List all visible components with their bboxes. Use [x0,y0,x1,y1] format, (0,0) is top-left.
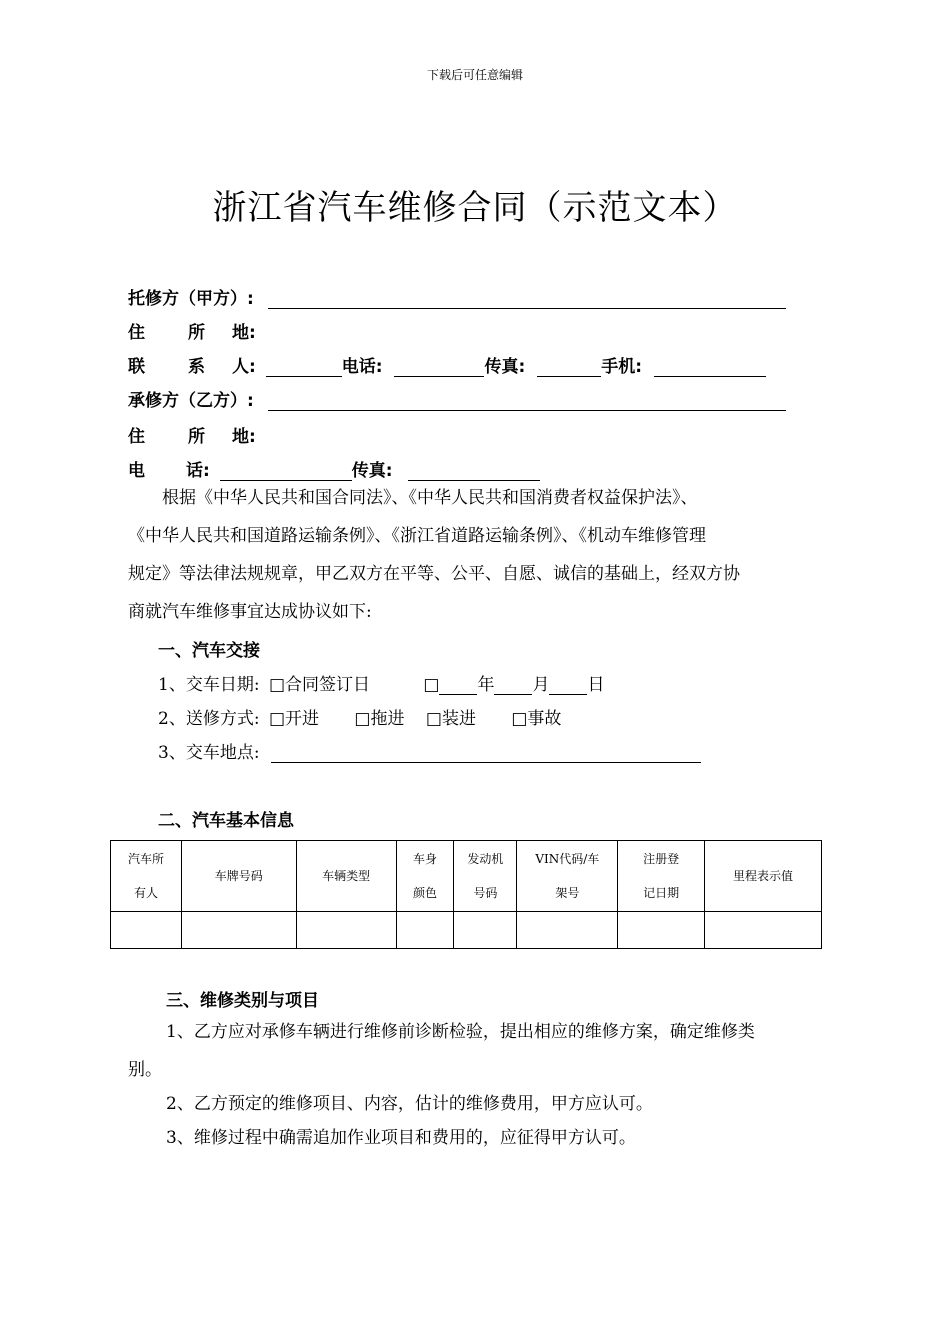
cell-engine-number[interactable] [454,912,517,949]
party-a-label: 托修方（甲方）: [128,289,254,309]
cell-plate-number[interactable] [181,912,296,949]
party-a-row [128,284,786,309]
phone-blank[interactable] [394,358,484,377]
tow-in-checkbox[interactable]: □拖进 [354,709,405,729]
delivery-date-row [158,670,604,695]
col-registration-date: 注册登 记日期 [618,841,705,912]
address-label-char: 所 [188,323,205,343]
delivery-location-row [158,738,701,763]
month-label: 月 [532,675,550,695]
cell-odometer[interactable] [705,912,822,949]
cell-vin[interactable] [517,912,618,949]
col-vehicle-type: 车辆类型 [296,841,396,912]
contact-blank[interactable] [266,358,342,377]
party-b-blank[interactable] [268,392,786,411]
specific-date-checkbox[interactable]: □ [423,675,440,695]
party-b-row [128,386,786,411]
preamble-line: 商就汽车维修事宜达成协议如下: [128,602,372,622]
delivery-method-label: 2、送修方式: [158,709,260,729]
preamble-line: 规定》等法律法规规章，甲乙双方在平等、公平、自愿、诚信的基础上，经双方协 [128,564,740,584]
contact-label-char: 人: [232,357,256,377]
mobile-label: 手机: [601,357,643,377]
col-vin: VIN代码/车 架号 [517,841,618,912]
section3-item: 3、维修过程中确需追加作业项目和费用的，应征得甲方认可。 [166,1128,636,1148]
accident-checkbox[interactable]: □事故 [511,709,562,729]
delivery-method-row [158,704,561,729]
fax-label: 传真: [484,357,526,377]
table-row [111,912,822,949]
delivery-date-label: 1、交车日期: [158,675,260,695]
address-label-char: 地: [232,427,256,447]
load-in-checkbox[interactable]: □装进 [425,709,476,729]
address-label-char: 住 [128,323,145,343]
phone-label-char: 话: [186,461,210,481]
party-b-phone-blank[interactable] [220,462,352,481]
party-b-fax-blank[interactable] [408,462,540,481]
col-engine-number: 发动机 号码 [454,841,517,912]
address-label-char: 地: [232,323,256,343]
drive-in-checkbox[interactable]: □开进 [268,709,320,729]
mobile-blank[interactable] [654,358,766,377]
contact-label-char: 系 [188,357,205,377]
month-blank[interactable] [494,676,532,695]
year-label: 年 [477,675,495,695]
page-title: 浙江省汽车维修合同（示范文本） [212,188,738,228]
contact-row [128,352,766,377]
col-body-color: 车身 颜色 [396,841,454,912]
cell-registration-date[interactable] [618,912,705,949]
section3-item: 1、乙方应对承修车辆进行维修前诊断检验，提出相应的维修方案，确定维修类 [166,1022,755,1042]
address-label-char: 住 [128,427,145,447]
table-header-row [111,841,822,912]
cell-body-color[interactable] [396,912,454,949]
cell-owner[interactable] [111,912,182,949]
party-b-address-row [128,422,256,447]
party-b-phone-row [128,456,540,481]
cell-vehicle-type[interactable] [296,912,396,949]
preamble-line: 根据《中华人民共和国合同法》、《中华人民共和国消费者权益保护法》、 [162,488,698,508]
section2-heading: 二、汽车基本信息 [158,811,294,831]
day-label: 日 [587,675,605,695]
party-a-address-row [128,318,256,343]
delivery-location-label: 3、交车地点: [158,743,260,763]
section3-item: 别。 [128,1060,162,1080]
col-odometer: 里程表示值 [705,841,822,912]
preamble-line: 《中华人民共和国道路运输条例》、《浙江省道路运输条例》、《机动车维修管理 [128,526,706,546]
party-b-label: 承修方（乙方）: [128,391,254,411]
year-blank[interactable] [439,676,477,695]
contact-label-char: 联 [128,357,145,377]
signing-date-checkbox[interactable]: □合同签订日 [268,675,371,695]
section3-heading: 三、维修类别与项目 [166,991,319,1011]
phone-label-char: 电 [128,461,145,481]
delivery-location-blank[interactable] [271,744,701,763]
party-b-fax-label: 传真: [351,461,393,481]
header-note: 下载后可任意编辑 [426,68,523,82]
section1-heading: 一、汽车交接 [158,641,260,661]
section3-item: 2、乙方预定的维修项目、内容，估计的维修费用，甲方应认可。 [166,1094,653,1114]
col-owner: 汽车所 有人 [111,841,182,912]
address-label-char: 所 [188,427,205,447]
vehicle-info-table [110,840,822,949]
party-a-blank[interactable] [268,290,786,309]
fax-blank[interactable] [537,358,601,377]
col-plate-number: 车牌号码 [181,841,296,912]
phone-label: 电话: [341,357,383,377]
day-blank[interactable] [549,676,587,695]
